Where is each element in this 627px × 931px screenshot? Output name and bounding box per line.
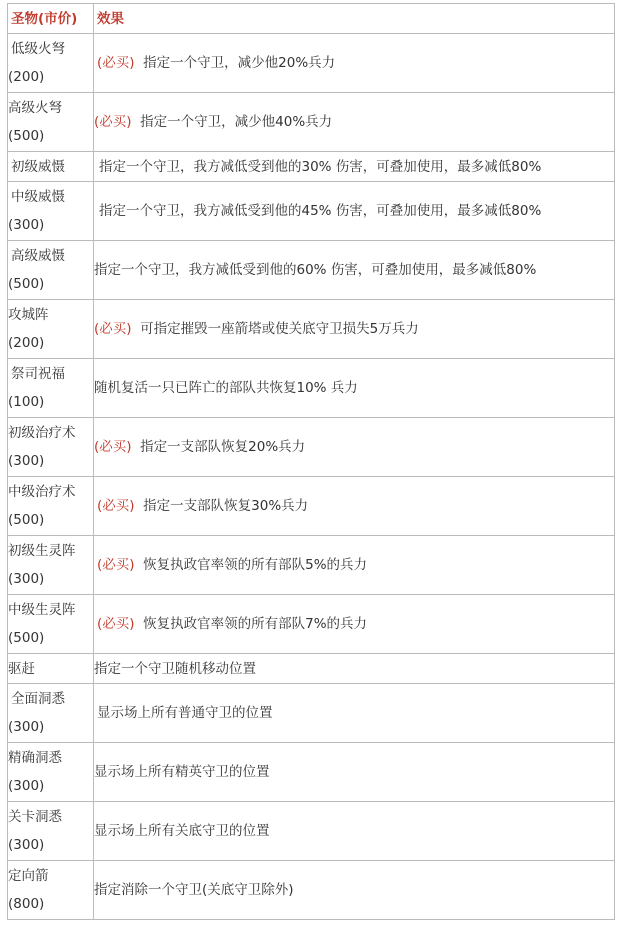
relic-price: (300)	[8, 719, 45, 735]
table-row	[8, 802, 615, 861]
relic-effect-cell	[94, 418, 615, 477]
relic-name: 祭司祝福	[11, 366, 65, 382]
relic-name-cell	[8, 241, 94, 300]
table-row	[8, 418, 615, 477]
relic-name: 关卡洞悉	[8, 809, 62, 825]
spacer	[135, 616, 144, 632]
table-row	[8, 536, 615, 595]
relic-effect-cell	[94, 182, 615, 241]
relic-name-cell	[8, 359, 94, 418]
relic-name-cell	[8, 861, 94, 920]
relic-name: 全面洞悉	[11, 691, 65, 707]
effect-text: 指定一个守卫，减少他40%兵力	[140, 114, 333, 130]
relic-price: (800)	[8, 896, 45, 912]
relic-name: 初级治疗术	[8, 425, 76, 441]
effect-text: 指定一个守卫，我方减低受到他的45% 伤害，可叠加使用，最多减低80%	[99, 203, 542, 219]
must-buy-tag: (必买)	[94, 321, 132, 337]
relic-effect-cell	[94, 861, 615, 920]
relic-name: 高级火弩	[8, 100, 62, 116]
relic-effect-cell	[94, 654, 615, 684]
relic-name-cell	[8, 802, 94, 861]
effect-text: 显示场上所有普通守卫的位置	[97, 705, 273, 721]
spacer	[132, 439, 141, 455]
must-buy-tag: (必买)	[97, 557, 135, 573]
relic-price: (500)	[8, 128, 45, 144]
effect-text: 指定一个守卫，减少他20%兵力	[143, 55, 336, 71]
table-row	[8, 595, 615, 654]
table-row	[8, 300, 615, 359]
relic-effect-cell	[94, 743, 615, 802]
relic-name-cell	[8, 684, 94, 743]
relic-name: 精确洞悉	[8, 750, 62, 766]
table-row	[8, 241, 615, 300]
relic-effect-cell	[94, 536, 615, 595]
relic-price: (300)	[8, 571, 45, 587]
effect-text: 指定一个守卫，我方减低受到他的30% 伤害，可叠加使用，最多减低80%	[99, 158, 542, 175]
relic-name: 初级生灵阵	[8, 543, 76, 559]
relic-name: 初级威慑	[11, 158, 65, 175]
effect-text: 随机复活一只已阵亡的部队共恢复10% 兵力	[94, 380, 358, 396]
relic-name-cell	[8, 182, 94, 241]
table-row	[8, 861, 615, 920]
relic-name: 中级治疗术	[8, 484, 76, 500]
relic-effect-cell	[94, 595, 615, 654]
table-row	[8, 34, 615, 93]
table-header-row	[8, 4, 615, 34]
effect-text: 恢复执政官率领的所有部队7%的兵力	[143, 616, 368, 632]
relic-price: (200)	[8, 69, 45, 85]
must-buy-tag: (必买)	[97, 498, 135, 514]
effect-text: 可指定摧毁一座箭塔或使关底守卫损失5万兵力	[140, 321, 419, 337]
must-buy-tag: (必买)	[97, 616, 135, 632]
relic-effect-cell	[94, 241, 615, 300]
relic-price: (300)	[8, 217, 45, 233]
effect-text: 指定一个守卫随机移动位置	[94, 660, 256, 677]
relic-name: 低级火弩	[11, 41, 65, 57]
relics-table	[7, 3, 615, 920]
must-buy-tag: (必买)	[97, 55, 135, 71]
relic-price: (300)	[8, 778, 45, 794]
effect-text: 恢复执政官率领的所有部队5%的兵力	[143, 557, 368, 573]
effect-text: 指定消除一个守卫(关底守卫除外)	[94, 882, 294, 898]
relic-effect-cell	[94, 93, 615, 152]
table-row	[8, 359, 615, 418]
relic-name: 高级威慑	[11, 248, 65, 264]
effect-text: 指定一支部队恢复20%兵力	[140, 439, 306, 455]
table-row	[8, 152, 615, 182]
relic-price: (500)	[8, 512, 45, 528]
relic-effect-cell	[94, 152, 615, 182]
table-body	[8, 34, 615, 920]
relic-name-cell	[8, 300, 94, 359]
spacer	[135, 498, 144, 514]
relic-name: 攻城阵	[8, 307, 49, 323]
relic-name-cell	[8, 418, 94, 477]
relic-price: (100)	[8, 394, 45, 410]
relic-effect-cell	[94, 34, 615, 93]
must-buy-tag: (必买)	[94, 114, 132, 130]
relic-name: 定向箭	[8, 868, 49, 884]
table-row	[8, 743, 615, 802]
relic-price: (300)	[8, 453, 45, 469]
relic-name-cell	[8, 654, 94, 684]
relic-effect-cell	[94, 359, 615, 418]
relic-effect-cell	[94, 802, 615, 861]
relic-effect-cell	[94, 477, 615, 536]
relic-name-cell	[8, 93, 94, 152]
relic-price: (500)	[8, 276, 45, 292]
column-header-effect: 效果	[94, 4, 615, 34]
effect-text: 显示场上所有关底守卫的位置	[94, 823, 270, 839]
table-row	[8, 477, 615, 536]
relic-name: 中级威慑	[11, 189, 65, 205]
relic-name-cell	[8, 477, 94, 536]
spacer	[132, 321, 141, 337]
table-row	[8, 182, 615, 241]
spacer	[135, 557, 144, 573]
table-row	[8, 93, 615, 152]
effect-text: 指定一支部队恢复30%兵力	[143, 498, 309, 514]
table-row	[8, 654, 615, 684]
relic-price: (500)	[8, 630, 45, 646]
table-row	[8, 684, 615, 743]
relic-name-cell	[8, 595, 94, 654]
relic-effect-cell	[94, 684, 615, 743]
relic-name: 驱赶	[8, 660, 35, 677]
relic-price: (200)	[8, 335, 45, 351]
relic-name-cell	[8, 34, 94, 93]
spacer	[135, 55, 144, 71]
spacer	[132, 114, 141, 130]
relic-name: 中级生灵阵	[8, 602, 76, 618]
must-buy-tag: (必买)	[94, 439, 132, 455]
relic-name-cell	[8, 743, 94, 802]
relic-price: (300)	[8, 837, 45, 853]
effect-text: 指定一个守卫，我方减低受到他的60% 伤害，可叠加使用，最多减低80%	[94, 262, 537, 278]
effect-text: 显示场上所有精英守卫的位置	[94, 764, 270, 780]
column-header-relic-price: 圣物(市价)	[8, 4, 94, 34]
relic-name-cell	[8, 536, 94, 595]
relic-effect-cell	[94, 300, 615, 359]
relic-name-cell	[8, 152, 94, 182]
